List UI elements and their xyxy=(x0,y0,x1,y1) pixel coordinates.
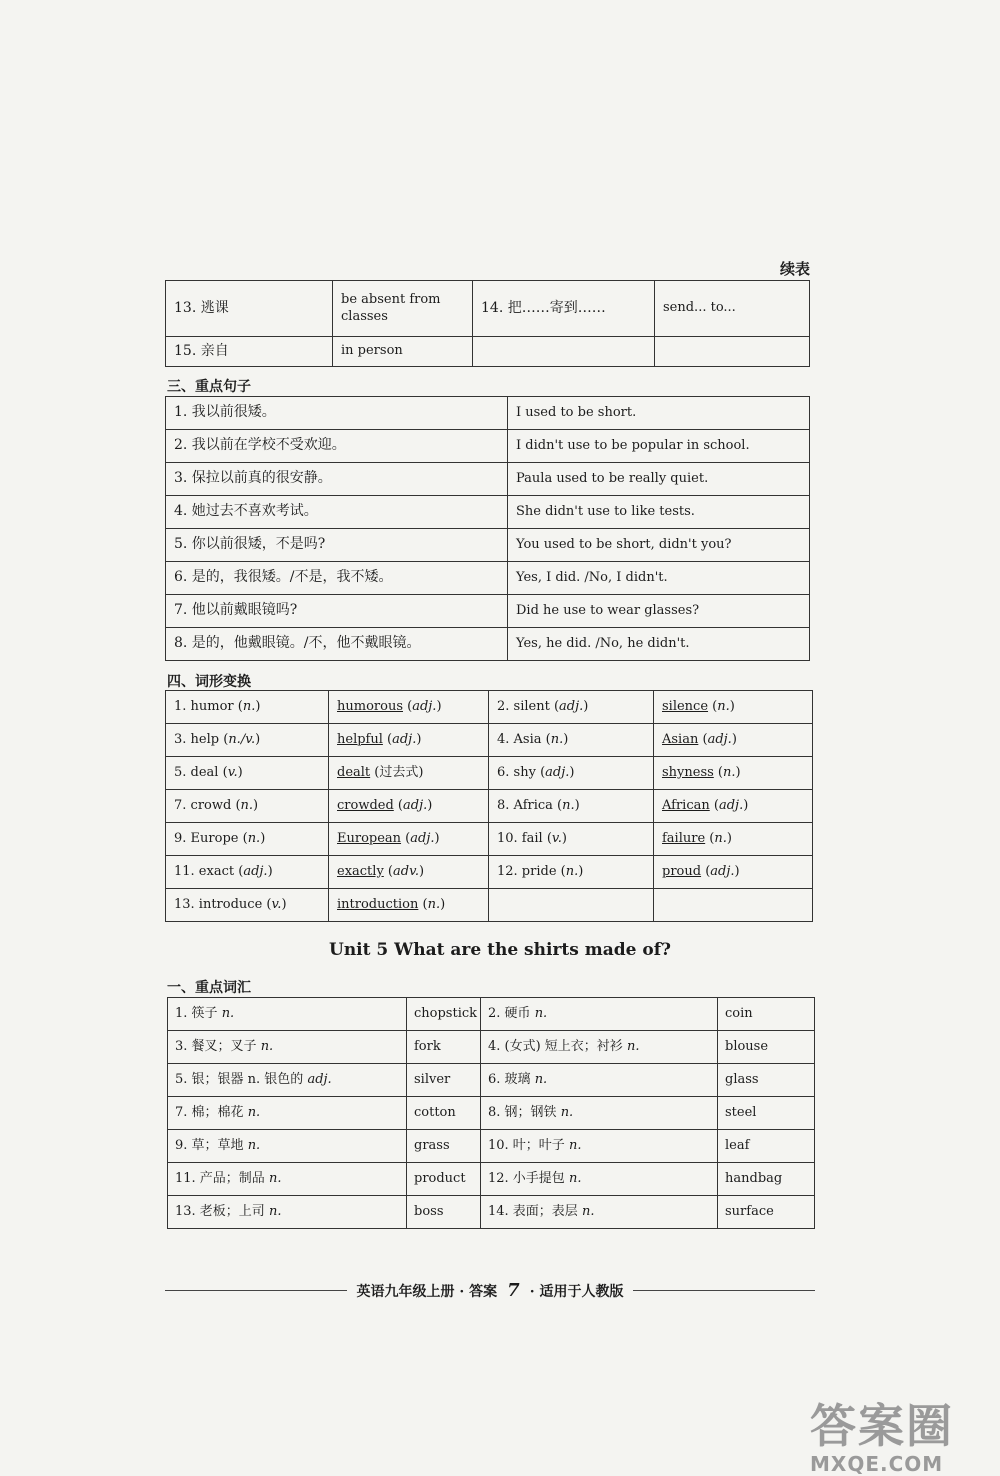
table-cell: 15. 亲自 xyxy=(166,337,333,367)
word: 7. crowd xyxy=(174,797,232,813)
unit-title: Unit 5 What are the shirts made of? xyxy=(329,940,671,960)
table-row xyxy=(168,1064,815,1097)
table-cell: I used to be short. xyxy=(508,397,810,430)
word: African xyxy=(662,797,710,813)
vocab-continued-table xyxy=(165,280,810,367)
part-of-speech: n. xyxy=(568,1137,582,1153)
word: 5. deal xyxy=(174,764,219,780)
table-row xyxy=(166,856,813,889)
table-cell: 2. silent (adj.) xyxy=(489,691,654,724)
table-cell: 14. 把……寄到…… xyxy=(473,281,655,337)
table-cell: dealt (过去式) xyxy=(329,757,489,790)
chinese-term: 13. 老板；上司 xyxy=(175,1203,265,1219)
english-word: silver xyxy=(407,1064,481,1097)
english-word: fork xyxy=(407,1031,481,1064)
table-row xyxy=(166,529,810,562)
part-of-speech: adj. xyxy=(718,797,744,813)
chinese-term: 11. 产品；制品 xyxy=(175,1170,265,1186)
part-of-speech: n. xyxy=(268,1170,282,1186)
table-row xyxy=(166,823,813,856)
table-row xyxy=(166,595,810,628)
table-cell xyxy=(168,998,407,1031)
word: proud xyxy=(662,863,702,879)
table-cell xyxy=(654,889,813,922)
footer-book-title: 英语九年级上册 · 答案 xyxy=(356,1283,498,1300)
table-cell: 12. pride (n.) xyxy=(489,856,654,889)
table-cell: European (adj.) xyxy=(329,823,489,856)
part-of-speech: adj. xyxy=(412,698,437,714)
part-of-speech: adv. xyxy=(393,863,420,879)
table-cell: silence (n.) xyxy=(654,691,813,724)
table-cell: 2. 我以前在学校不受欢迎。 xyxy=(166,430,508,463)
english-word: chopstick xyxy=(407,998,481,1031)
table-cell: helpful (adj.) xyxy=(329,724,489,757)
table-row xyxy=(166,281,810,337)
word: Asian xyxy=(662,731,699,747)
chinese-term: 10. 叶；叶子 xyxy=(488,1137,565,1153)
table-cell: in person xyxy=(333,337,473,367)
unit5-vocab-table xyxy=(167,997,815,1229)
table-cell: proud (adj.) xyxy=(654,856,813,889)
english-word: product xyxy=(407,1163,481,1196)
table-cell: 7. 他以前戴眼镜吗? xyxy=(166,595,508,628)
word: silence xyxy=(662,698,709,714)
watermark-main: 答案圈 xyxy=(810,1399,954,1453)
table-row xyxy=(168,1196,815,1229)
table-cell: 4. 她过去不喜欢考试。 xyxy=(166,496,508,529)
table-row xyxy=(166,628,810,661)
table-cell: 11. exact (adj.) xyxy=(166,856,329,889)
part-of-speech: n. xyxy=(247,1137,261,1153)
table-cell: 5. 你以前很矮，不是吗? xyxy=(166,529,508,562)
word: 4. Asia xyxy=(497,731,542,747)
part-of-speech: adj. xyxy=(410,830,435,846)
chinese-term: 6. 玻璃 xyxy=(488,1071,531,1087)
part-of-speech: 过去式 xyxy=(379,764,419,780)
table-cell: I didn't use to be popular in school. xyxy=(508,430,810,463)
part-of-speech: n. xyxy=(260,1038,274,1054)
english-word: glass xyxy=(718,1064,815,1097)
table-cell: Did he use to wear glasses? xyxy=(508,595,810,628)
table-row xyxy=(168,1130,815,1163)
chinese-term: 12. 小手提包 xyxy=(488,1170,565,1186)
table-row xyxy=(168,998,815,1031)
table-row xyxy=(166,691,813,724)
part-of-speech: n. xyxy=(534,1071,548,1087)
chinese-term: 14. 表面；表层 xyxy=(488,1203,578,1219)
table-cell: You used to be short, didn't you? xyxy=(508,529,810,562)
part-of-speech: n. xyxy=(534,1005,548,1021)
table-cell xyxy=(481,1031,718,1064)
part-of-speech: n. xyxy=(714,830,727,846)
table-cell xyxy=(481,1130,718,1163)
table-cell: introduction (n.) xyxy=(329,889,489,922)
part-of-speech: n. xyxy=(568,1170,582,1186)
table-row xyxy=(166,790,813,823)
part-of-speech: v. xyxy=(227,764,238,780)
table-cell: 6. 是的，我很矮。/不是，我不矮。 xyxy=(166,562,508,595)
table-cell: 6. shy (adj.) xyxy=(489,757,654,790)
table-row xyxy=(168,1163,815,1196)
english-word: leaf xyxy=(718,1130,815,1163)
part-of-speech: n. xyxy=(626,1038,640,1054)
word: 1. humor xyxy=(174,698,234,714)
table-cell xyxy=(481,998,718,1031)
english-word: coin xyxy=(718,998,815,1031)
english-word: steel xyxy=(718,1097,815,1130)
table-cell: Asian (adj.) xyxy=(654,724,813,757)
part-of-speech: v. xyxy=(271,896,282,912)
table-cell xyxy=(481,1163,718,1196)
continued-label: 续表 xyxy=(779,260,810,278)
table-row xyxy=(166,337,810,367)
page-number: 7 xyxy=(507,1280,520,1301)
part-of-speech: n. xyxy=(247,830,261,846)
table-cell xyxy=(168,1064,407,1097)
english-word: grass xyxy=(407,1130,481,1163)
table-row xyxy=(168,1031,815,1064)
table-cell: 8. 是的，他戴眼镜。/不，他不戴眼镜。 xyxy=(166,628,508,661)
section-heading-vocab: 一、重点词汇 xyxy=(167,980,251,996)
table-cell xyxy=(481,1064,718,1097)
table-cell xyxy=(489,889,654,922)
word: 12. pride xyxy=(497,863,557,879)
english-word: surface xyxy=(718,1196,815,1229)
english-word: blouse xyxy=(718,1031,815,1064)
table-cell: Paula used to be really quiet. xyxy=(508,463,810,496)
word: dealt xyxy=(337,764,371,780)
part-of-speech: n. xyxy=(240,797,254,813)
table-row xyxy=(166,430,810,463)
table-cell xyxy=(168,1130,407,1163)
word: exactly xyxy=(337,863,384,879)
table-cell: 8. Africa (n.) xyxy=(489,790,654,823)
table-cell: 9. Europe (n.) xyxy=(166,823,329,856)
table-cell: Yes, he did. /No, he didn't. xyxy=(508,628,810,661)
word-forms-table xyxy=(165,690,813,922)
chinese-term: 2. 硬币 xyxy=(488,1005,531,1021)
table-cell xyxy=(168,1031,407,1064)
table-cell: crowded (adj.) xyxy=(329,790,489,823)
word: shyness xyxy=(662,764,714,780)
word: 8. Africa xyxy=(497,797,553,813)
chinese-term: 5. 银；银器 n. 银色的 xyxy=(175,1071,304,1087)
table-cell: 7. crowd (n.) xyxy=(166,790,329,823)
part-of-speech: n. xyxy=(581,1203,595,1219)
table-cell: 1. 我以前很矮。 xyxy=(166,397,508,430)
table-cell: 3. help (n./v.) xyxy=(166,724,329,757)
english-word: cotton xyxy=(407,1097,481,1130)
table-cell: 5. deal (v.) xyxy=(166,757,329,790)
chinese-term: 7. 棉；棉花 xyxy=(175,1104,244,1120)
part-of-speech: n. xyxy=(221,1005,235,1021)
table-cell: 13. introduce (v.) xyxy=(166,889,329,922)
table-cell xyxy=(655,337,810,367)
table-cell: shyness (n.) xyxy=(654,757,813,790)
table-cell: 10. fail (v.) xyxy=(489,823,654,856)
english-word: handbag xyxy=(718,1163,815,1196)
table-cell: exactly (adv.) xyxy=(329,856,489,889)
part-of-speech: adj. xyxy=(403,797,428,813)
word: helpful xyxy=(337,731,383,747)
word: failure xyxy=(662,830,706,846)
footer-rule-left xyxy=(165,1290,347,1291)
english-word: boss xyxy=(407,1196,481,1229)
word: 10. fail xyxy=(497,830,543,846)
word: crowded xyxy=(337,797,394,813)
part-of-speech: n. xyxy=(242,698,256,714)
word: 2. silent xyxy=(497,698,550,714)
table-cell: African (adj.) xyxy=(654,790,813,823)
key-sentences-table xyxy=(165,396,810,661)
watermark-logo xyxy=(810,1390,954,1476)
part-of-speech: n./v. xyxy=(228,731,256,747)
table-cell: 4. Asia (n.) xyxy=(489,724,654,757)
chinese-term: 8. 钢；钢铁 xyxy=(488,1104,557,1120)
table-cell xyxy=(168,1196,407,1229)
table-cell: She didn't use to like tests. xyxy=(508,496,810,529)
part-of-speech: n. xyxy=(717,698,730,714)
part-of-speech: v. xyxy=(551,830,562,846)
table-cell xyxy=(481,1196,718,1229)
word: European xyxy=(337,830,402,846)
part-of-speech: adj. xyxy=(710,863,735,879)
table-cell: 13. 逃课 xyxy=(166,281,333,337)
part-of-speech: n. xyxy=(565,863,579,879)
table-cell: humorous (adj.) xyxy=(329,691,489,724)
part-of-speech: n. xyxy=(560,1104,574,1120)
word: 3. help xyxy=(174,731,220,747)
section-heading-sentences: 三、重点句子 xyxy=(167,379,251,395)
part-of-speech: adj. xyxy=(559,698,584,714)
table-cell: failure (n.) xyxy=(654,823,813,856)
chinese-term: 4. (女式) 短上衣；衬衫 xyxy=(488,1038,623,1054)
watermark-site: MXQE.COM xyxy=(810,1452,944,1476)
chinese-term: 3. 餐叉；叉子 xyxy=(175,1038,257,1054)
table-cell xyxy=(481,1097,718,1130)
table-cell xyxy=(168,1163,407,1196)
word: humorous xyxy=(337,698,403,714)
chinese-term: 9. 草；草地 xyxy=(175,1137,244,1153)
word: 13. introduce xyxy=(174,896,263,912)
footer-rule-right xyxy=(633,1290,815,1291)
table-row xyxy=(166,463,810,496)
chinese-term: 1. 筷子 xyxy=(175,1005,218,1021)
table-cell: Yes, I did. /No, I didn't. xyxy=(508,562,810,595)
part-of-speech: n. xyxy=(562,797,575,813)
table-row xyxy=(166,724,813,757)
table-row xyxy=(166,496,810,529)
word: introduction xyxy=(337,896,419,912)
part-of-speech: adj. xyxy=(545,764,570,780)
part-of-speech: adj. xyxy=(392,731,417,747)
part-of-speech: n. xyxy=(723,764,736,780)
part-of-speech: adj. xyxy=(243,863,268,879)
part-of-speech: n. xyxy=(247,1104,261,1120)
footer-edition: · 适用于人教版 xyxy=(529,1283,624,1300)
table-row xyxy=(166,397,810,430)
section-heading-word-forms: 四、词形变换 xyxy=(167,674,251,690)
part-of-speech: n. xyxy=(427,896,441,912)
word: 11. exact xyxy=(174,863,235,879)
table-cell: 3. 保拉以前真的很安静。 xyxy=(166,463,508,496)
table-row xyxy=(168,1097,815,1130)
table-row xyxy=(166,757,813,790)
word: 6. shy xyxy=(497,764,536,780)
table-cell xyxy=(168,1097,407,1130)
table-row xyxy=(166,562,810,595)
part-of-speech: n. xyxy=(550,731,564,747)
part-of-speech: n. xyxy=(268,1203,282,1219)
table-cell: 1. humor (n.) xyxy=(166,691,329,724)
table-row xyxy=(166,889,813,922)
part-of-speech: adj. xyxy=(707,731,732,747)
word: 9. Europe xyxy=(174,830,239,846)
page-footer xyxy=(165,1280,815,1301)
table-cell: be absent from classes xyxy=(333,281,473,337)
part-of-speech: adj. xyxy=(307,1071,332,1087)
table-cell: send... to... xyxy=(655,281,810,337)
table-cell xyxy=(473,337,655,367)
